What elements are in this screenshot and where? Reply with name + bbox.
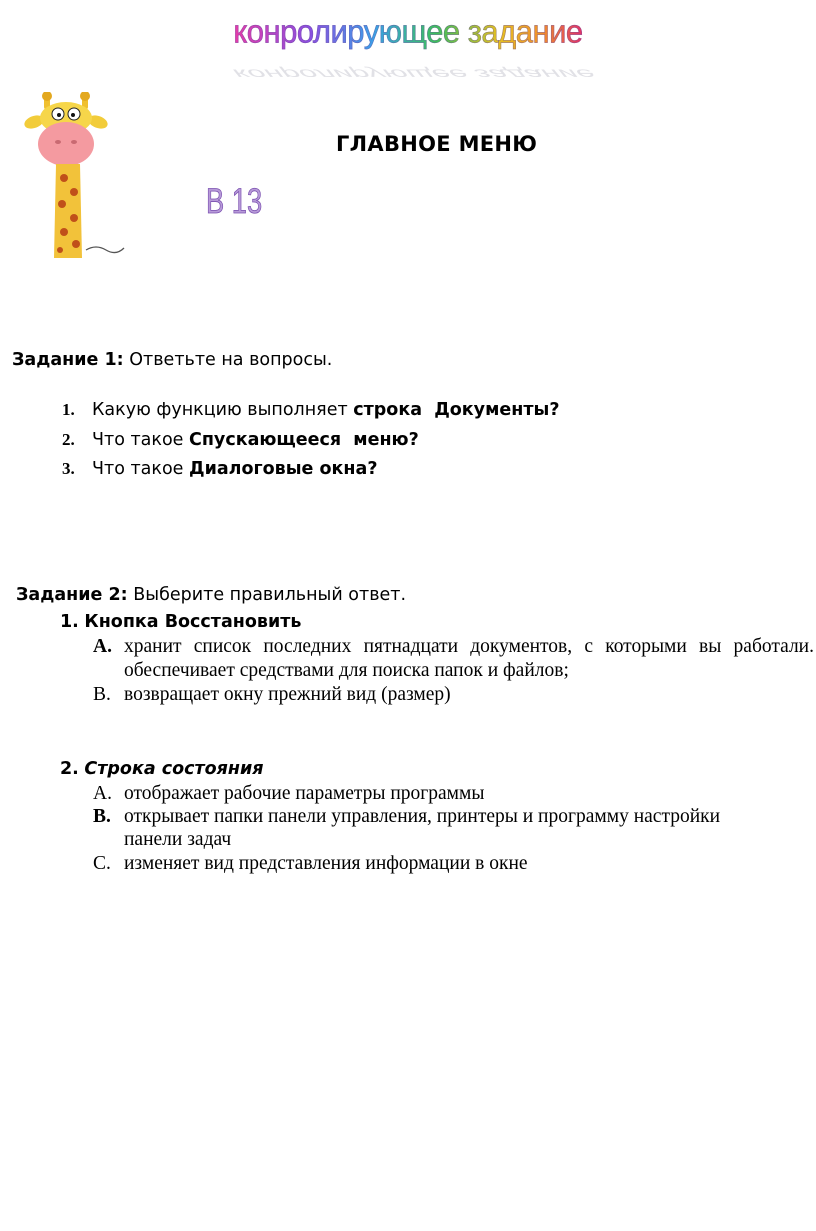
option-text: открывает папки панели управления, принтеры и программу настройки bbox=[124, 806, 721, 827]
task2-item-title bbox=[60, 759, 263, 779]
question-number: 2. bbox=[62, 430, 75, 449]
wordart-title-shadow: конролирующее задание bbox=[228, 66, 602, 83]
option-text: отображает рабочие параметры программы bbox=[124, 783, 485, 804]
task2-item-title bbox=[60, 612, 301, 632]
task1-instruction: Ответьте на вопросы. bbox=[129, 350, 333, 370]
question-number: 3. bbox=[62, 459, 75, 478]
option-text: хранит список последних пятнадцати документов, с которыми вы работали. bbox=[124, 636, 814, 657]
question-text bbox=[92, 400, 559, 420]
wordart-title-text: конролирующее задание bbox=[233, 13, 583, 50]
item-number: 2. bbox=[60, 759, 79, 779]
task1-label: Задание 1: bbox=[12, 350, 124, 370]
option-letter: А. bbox=[93, 783, 112, 804]
option-text: изменяет вид представления информации в окне bbox=[124, 853, 528, 874]
page-heading: ГЛАВНОЕ МЕНЮ bbox=[336, 132, 538, 156]
option-text: обеспечивает средствами для поиска папок и файлов; bbox=[124, 660, 569, 681]
option-letter: В. bbox=[93, 806, 111, 827]
question-number: 1. bbox=[62, 400, 75, 419]
question-term: строка Документы? bbox=[353, 400, 560, 420]
item-title: Кнопка Восстановить bbox=[84, 612, 302, 632]
option-text: возвращает окну прежний вид (размер) bbox=[124, 684, 451, 705]
question-prefix: Какую функцию выполняет bbox=[92, 400, 354, 420]
option-letter: С. bbox=[93, 853, 111, 874]
option-letter: В. bbox=[93, 684, 111, 705]
task2-heading bbox=[16, 585, 406, 605]
question-term: Диалоговые окна? bbox=[189, 459, 378, 479]
wordart-label: В 13 bbox=[206, 182, 263, 221]
task1-question bbox=[62, 430, 419, 450]
task2-instruction: Выберите правильный ответ. bbox=[133, 585, 407, 605]
question-prefix: Что такое bbox=[92, 430, 189, 450]
question-prefix: Что такое bbox=[92, 459, 189, 479]
option-letter: А. bbox=[93, 636, 112, 657]
question-text bbox=[92, 430, 419, 450]
item-title: Строка состояния bbox=[84, 759, 264, 779]
option-text: панели задач bbox=[124, 829, 232, 850]
wordart-title bbox=[0, 13, 816, 51]
question-text bbox=[92, 459, 377, 479]
giraffe-illustration bbox=[24, 92, 136, 264]
task1-question bbox=[62, 459, 378, 479]
question-term: Спускающееся меню? bbox=[189, 430, 419, 450]
task1-heading bbox=[12, 350, 332, 370]
task2-label: Задание 2: bbox=[16, 585, 128, 605]
task1-question bbox=[62, 400, 560, 420]
item-number: 1. bbox=[60, 612, 79, 632]
